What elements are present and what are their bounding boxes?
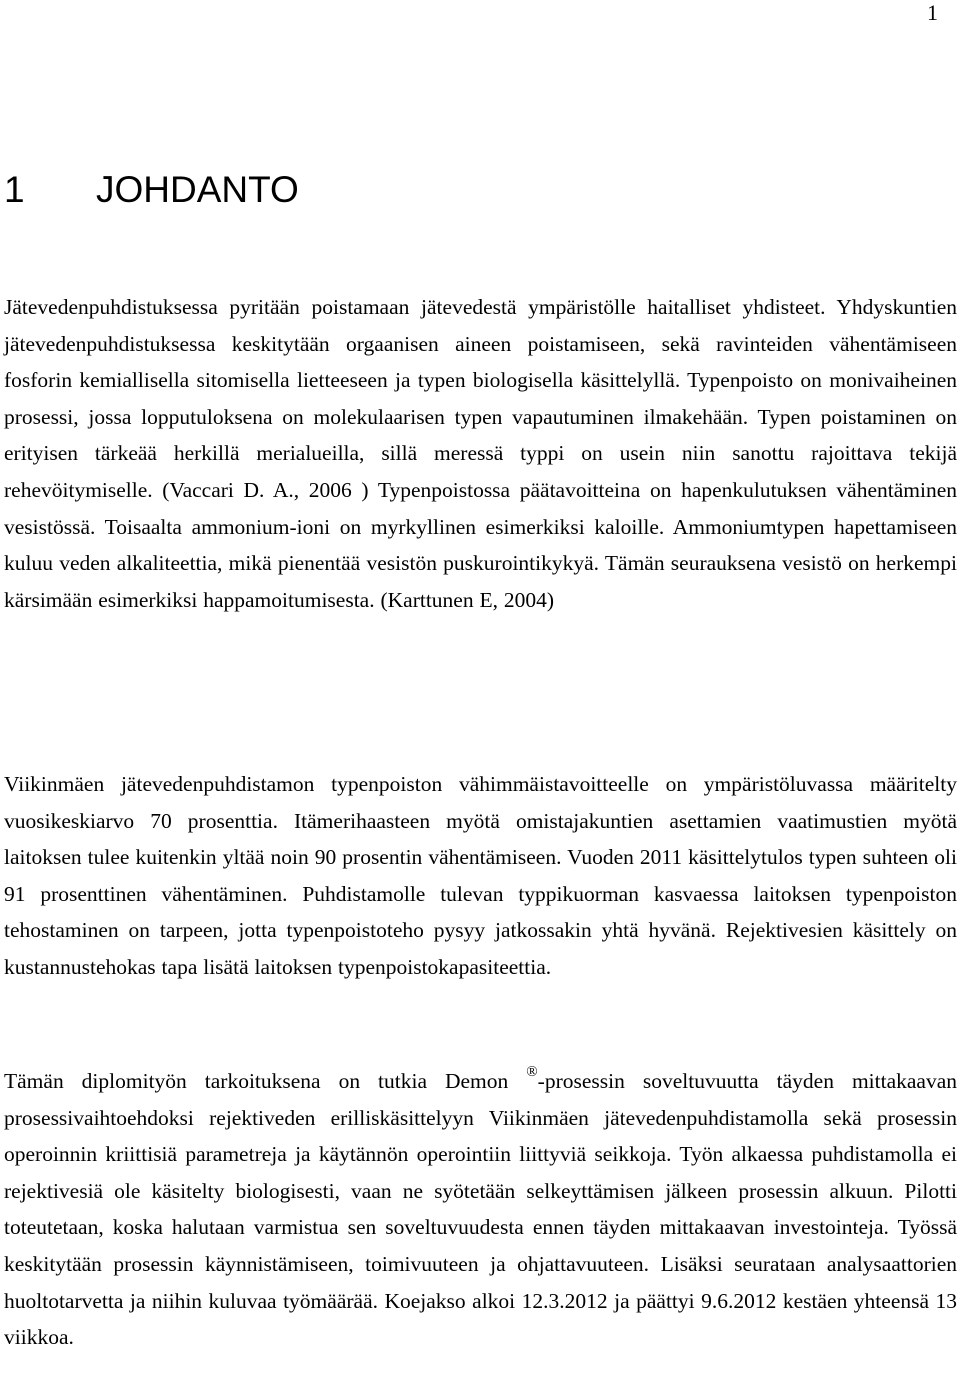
- body-paragraph-3: [4, 1063, 957, 1356]
- chapter-heading: [4, 170, 299, 210]
- registered-mark: ®: [526, 1064, 538, 1080]
- paragraph-text-rest: -prosessin soveltuvuutta täyden mittakaavan prosessivaihtoehdoksi rejektiveden erilliskäsittelyyn Viikinmäen jätevedenpuhdistamolla sekä prosessin operoinnin kriittisiä parametreja ja käytännön operointiin liittyviä seikkoja. Työn alkaessa puhdistamolla ei rejektivesiä ole käsitelty biologisesti, vaan ne syötetään selkeyttämisen jälkeen prosessin alkuun. Pilotti toteutetaan, koska halutaan varmistua sen soveltuvuudesta ennen täyden mittakaavan investointeja. Työssä keskitytään prosessin käynnistämiseen, toimivuuteen ja ohjattavuuteen. Lisäksi seurataan analysaattorien huoltotarvetta ja niihin kuluvaa työmäärää. Koejakso alkoi 12.3.2012 ja päättyi 9.6.2012 kestäen yhteensä 13 viikkoa.: [4, 1069, 958, 1350]
- body-paragraph-2: [4, 766, 957, 986]
- paragraph-text: Jätevedenpuhdistuksessa pyritään poistamaan jätevedestä ympäristölle haitalliset yhdisteet. Yhdyskuntien jätevedenpuhdistuksessa keskitytään orgaanisen aineen poistamiseen, sekä ravinteiden vähentämiseen fosforin kemiallisella sitomisella lietteeseen ja typen biologisella käsittelyllä. Typenpoisto on monivaiheinen prosessi, jossa lopputuloksena on molekulaarisen typen vapautuminen ilmakehään. Typen poistaminen on erityisen tärkeää herkillä merialueilla, sillä meressä typpi on usein niin sanottu rajoittava tekijä rehevöitymiselle. (Vaccari D. A., 2006 ) Typenpoistossa päätavoitteina on hapenkulutuksen vähentäminen vesistössä. Toisaalta ammonium-ioni on myrkyllinen esimerkiksi kaloille. Ammoniumtypen hapettamiseen kuluu veden alkaliteettia, mikä pienentää vesistön puskurointikykyä. Tämän seurauksena vesistö on herkempi kärsimään esimerkiksi happamoitumisesta. (Karttunen E, 2004): [4, 295, 957, 612]
- page-number: 1: [927, 0, 938, 25]
- paragraph-text-start: Tämän diplomityön tarkoituksena on tutkia Demon: [4, 1069, 509, 1093]
- chapter-number: 1: [4, 169, 25, 210]
- body-paragraph-1: [4, 289, 957, 618]
- paragraph-text: [4, 1063, 957, 1356]
- paragraph-text: Viikinmäen jätevedenpuhdistamon typenpoiston vähimmäistavoitteelle on ympäristöluvassa määritelty vuosikeskiarvo 70 prosenttia. Itämerihaasteen myötä omistajakuntien asettamien vaatimustien myötä laitoksen tulee kuitenkin yltää noin 90 prosentin vähentämiseen. Vuoden 2011 käsittelytulos typen suhteen oli 91 prosenttinen vähentäminen. Puhdistamolle tulevan typpikuorman kasvaessa laitoksen typenpoiston tehostaminen on tarpeen, jotta typenpoistoteho pysyy jatkossakin yhtä hyvänä. Rejektivesien käsittely on kustannustehokas tapa lisätä laitoksen typenpoistokapasiteettia.: [4, 772, 957, 979]
- chapter-title: JOHDANTO: [96, 169, 299, 210]
